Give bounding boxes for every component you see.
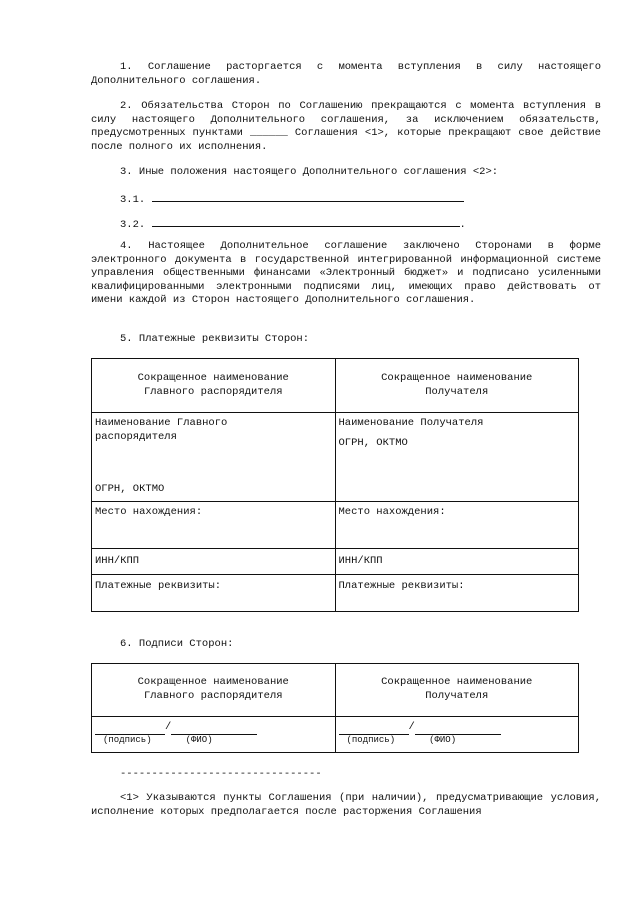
requisites-left-location: Место нахождения: bbox=[92, 502, 336, 549]
clause-3: 3. Иные положения настоящего Дополнительного соглашения <2>: bbox=[120, 166, 499, 178]
requisites-right-inn: ИНН/КПП bbox=[335, 549, 579, 575]
blank-line[interactable] bbox=[152, 215, 460, 227]
clause-2: 2. Обязательства Сторон по Соглашению прекращаются с момента вступления в силу настоящего Дополнительного соглашения, за исключением обязательств, предусмотренных пунктами ______ Соглашения <1>, которые прекращают свое действие после полного их исполнения. bbox=[91, 100, 601, 153]
requisites-right-location: Место нахождения: bbox=[335, 502, 579, 549]
footnote-separator: -------------------------------- bbox=[120, 768, 322, 780]
requisites-left-inn: ИНН/КПП bbox=[92, 549, 336, 575]
requisites-right-name: Наименование Получателя ОГРН, ОКТМО bbox=[335, 413, 579, 502]
signature-blank[interactable] bbox=[95, 723, 165, 735]
clause-3-1: 3.1. bbox=[120, 190, 464, 208]
blank-line[interactable] bbox=[152, 190, 464, 202]
signatures-left-header: Сокращенное наименование Главного распорядителя bbox=[92, 664, 336, 717]
requisites-right-payment: Платежные реквизиты: bbox=[335, 575, 579, 612]
clause-6: 6. Подписи Сторон: bbox=[120, 638, 234, 650]
requisites-right-header: Сокращенное наименование Получателя bbox=[335, 359, 579, 413]
footnote-1: <1> Указываются пункты Соглашения (при наличии), предусматривающие условия, исполнение которых предполагается после расторжения Соглашения bbox=[91, 792, 601, 818]
signatures-left-block: / (подпись) (ФИО) bbox=[92, 717, 336, 753]
requisites-table bbox=[91, 358, 579, 612]
fio-blank[interactable] bbox=[171, 723, 257, 735]
requisites-left-header: Сокращенное наименование Главного распорядителя bbox=[92, 359, 336, 413]
clause-5: 5. Платежные реквизиты Сторон: bbox=[120, 333, 310, 345]
signatures-right-block: / (подпись) (ФИО) bbox=[335, 717, 579, 753]
signatures-right-header: Сокращенное наименование Получателя bbox=[335, 664, 579, 717]
clause-1: 1. Соглашение расторгается с момента вступления в силу настоящего Дополнительного соглашения. bbox=[91, 61, 601, 87]
clause-4: 4. Настоящее Дополнительное соглашение заключено Сторонами в форме электронного документа в государственной интегрированной информационной системе управления общественными финансами «Электронный бюджет» и подписано усиленными квалифицированными электронными подписями лиц, имеющих право действовать от имени каждой из Сторон настоящего Дополнительного соглашения. bbox=[91, 240, 601, 307]
clause-3-2: 3.2. . bbox=[120, 215, 466, 233]
signature-blank[interactable] bbox=[339, 723, 409, 735]
requisites-left-name: Наименование Главного распорядителя ОГРН, ОКТМО bbox=[92, 413, 336, 502]
signatures-table bbox=[91, 663, 579, 753]
requisites-left-payment: Платежные реквизиты: bbox=[92, 575, 336, 612]
fio-blank[interactable] bbox=[415, 723, 501, 735]
